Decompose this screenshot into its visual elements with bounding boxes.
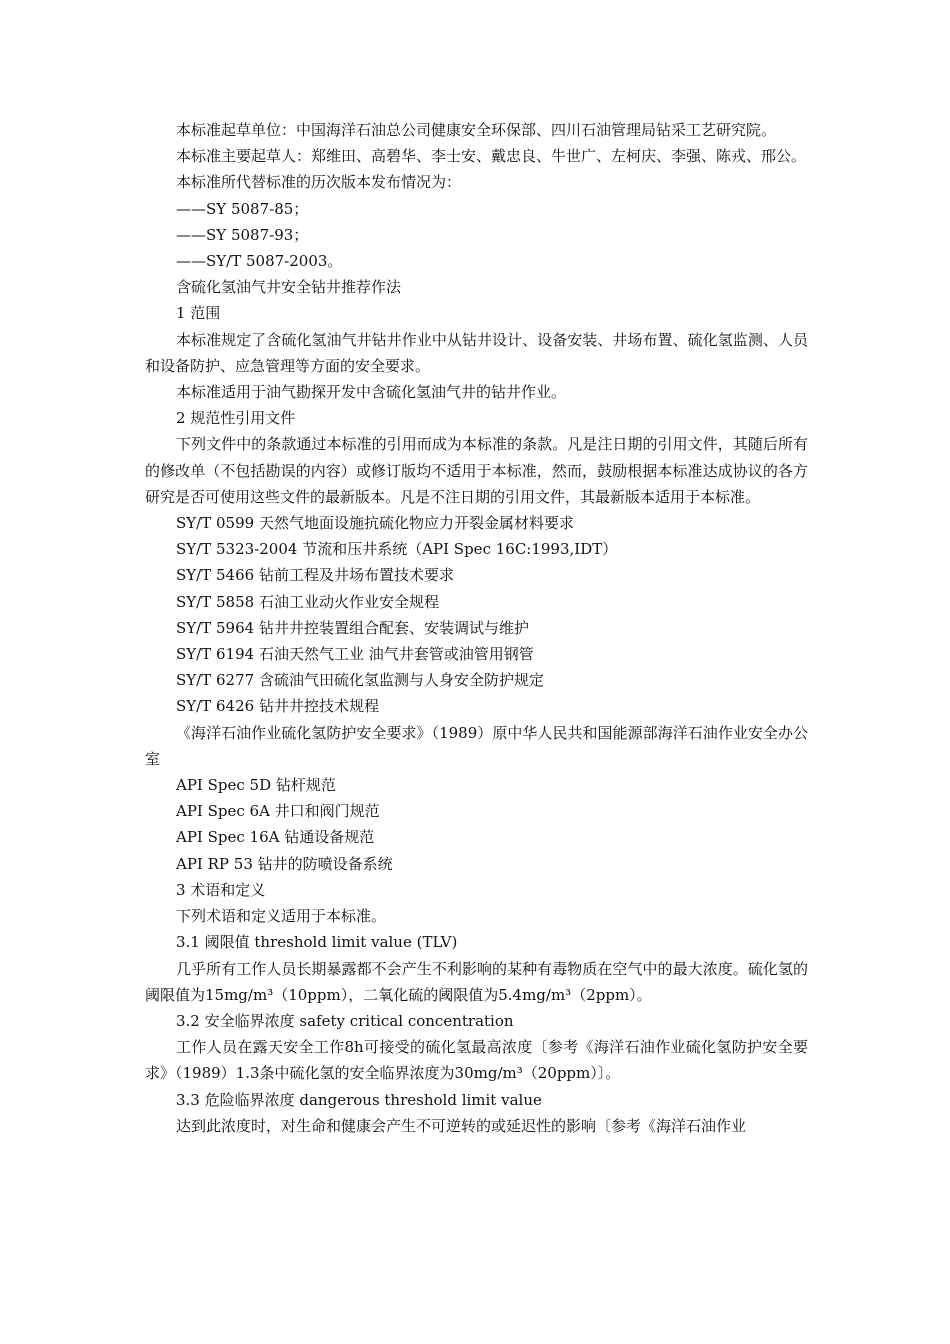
term-definition-dangerous-threshold: 达到此浓度时，对生命和健康会产生不可逆转的或延迟性的影响〔参考《海洋石油作业	[176, 1116, 747, 1135]
version-history-item: ——SY 5087-93；	[176, 225, 309, 244]
reference-item: SY/T 5858 石油工业动火作业安全规程	[176, 592, 439, 611]
reference-item: SY/T 6277 含硫油气田硫化氢监测与人身安全防护规定	[176, 671, 544, 690]
applicability-paragraph: 本标准适用于油气勘探开发中含硫化氢油气井的钻井作业。	[176, 383, 567, 402]
reference-item: API Spec 6A 井口和阀门规范	[176, 802, 380, 821]
term-heading-dangerous-threshold: 3.3 危险临界浓度 dangerous threshold limit value	[176, 1090, 542, 1109]
reference-item: SY/T 5323-2004 节流和压井系统（API Spec 16C:1993,IDT）	[176, 540, 618, 559]
terms-intro-paragraph: 下列术语和定义适用于本标准。	[176, 907, 387, 926]
section-heading-scope: 1 范围	[176, 304, 221, 323]
version-history-item: ——SY 5087-85；	[176, 199, 309, 218]
document-page	[145, 117, 808, 1139]
section-heading-terms: 3 术语和定义	[176, 880, 266, 899]
references-intro-paragraph: 下列文件中的条款通过本标准的引用而成为本标准的条款。凡是注日期的引用文件，其随后所有的修改单（不包括勘误的内容）或修订版均不适用于本标准，然而，鼓励根据本标准达成协议的各方研究是否可使用这些文件的最新版本。凡是不注日期的引用文件，其最新版本适用于本标准。	[145, 435, 808, 506]
reference-item: API RP 53 钻井的防喷设备系统	[176, 854, 393, 873]
drafting-unit-paragraph: 本标准起草单位：中国海洋石油总公司健康安全环保部、四川石油管理局钻采工艺研究院。	[176, 121, 777, 139]
term-heading-tlv: 3.1 阈限值 threshold limit value (TLV)	[176, 933, 458, 952]
term-definition-tlv: 几乎所有工作人员长期暴露都不会产生不利影响的某种有毒物质在空气中的最大浓度。硫化氢的阈限值为15mg/m³（10ppm），二氧化硫的阈限值为5.4mg/m³（2ppm）。	[145, 959, 808, 1004]
reference-item: API Spec 16A 钻通设备规范	[176, 828, 375, 847]
scope-paragraph: 本标准规定了含硫化氢油气井钻井作业中从钻井设计、设备安装、井场布置、硫化氢监测、人员和设备防护、应急管理等方面的安全要求。	[145, 330, 808, 375]
reference-item: API Spec 5D 钻杆规范	[176, 776, 336, 795]
reference-item: SY/T 6426 钻井井控技术规程	[176, 697, 379, 716]
reference-item: SY/T 5964 钻井井控装置组合配套、安装调试与维护	[176, 618, 529, 637]
term-heading-safety-critical: 3.2 安全临界浓度 safety critical concentration	[176, 1011, 514, 1030]
reference-item: SY/T 6194 石油天然气工业 油气井套管或油管用钢管	[176, 645, 534, 664]
term-definition-safety-critical: 工作人员在露天安全工作8h可接受的硫化氢最高浓度〔参考《海洋石油作业硫化氢防护安全要求》（1989）1.3条中硫化氢的安全临界浓度为30mg/m³（20ppm）〕。	[145, 1038, 808, 1083]
reference-item: 《海洋石油作业硫化氢防护安全要求》（1989）原中华人民共和国能源部海洋石油作业安全办公室	[145, 723, 808, 768]
drafters-paragraph: 本标准主要起草人：郑维田、高碧华、李士安、戴忠良、牛世广、左柯庆、李强、陈戎、邢公。	[176, 147, 807, 166]
section-heading-references: 2 规范性引用文件	[176, 409, 296, 428]
version-history-intro: 本标准所代替标准的历次版本发布情况为：	[176, 173, 462, 192]
version-history-item: ——SY/T 5087-2003。	[176, 252, 343, 271]
document-title: 含硫化氢油气井安全钻井推荐作法	[176, 278, 402, 297]
reference-item: SY/T 0599 天然气地面设施抗硫化物应力开裂金属材料要求	[176, 514, 574, 533]
reference-item: SY/T 5466 钻前工程及井场布置技术要求	[176, 566, 454, 585]
